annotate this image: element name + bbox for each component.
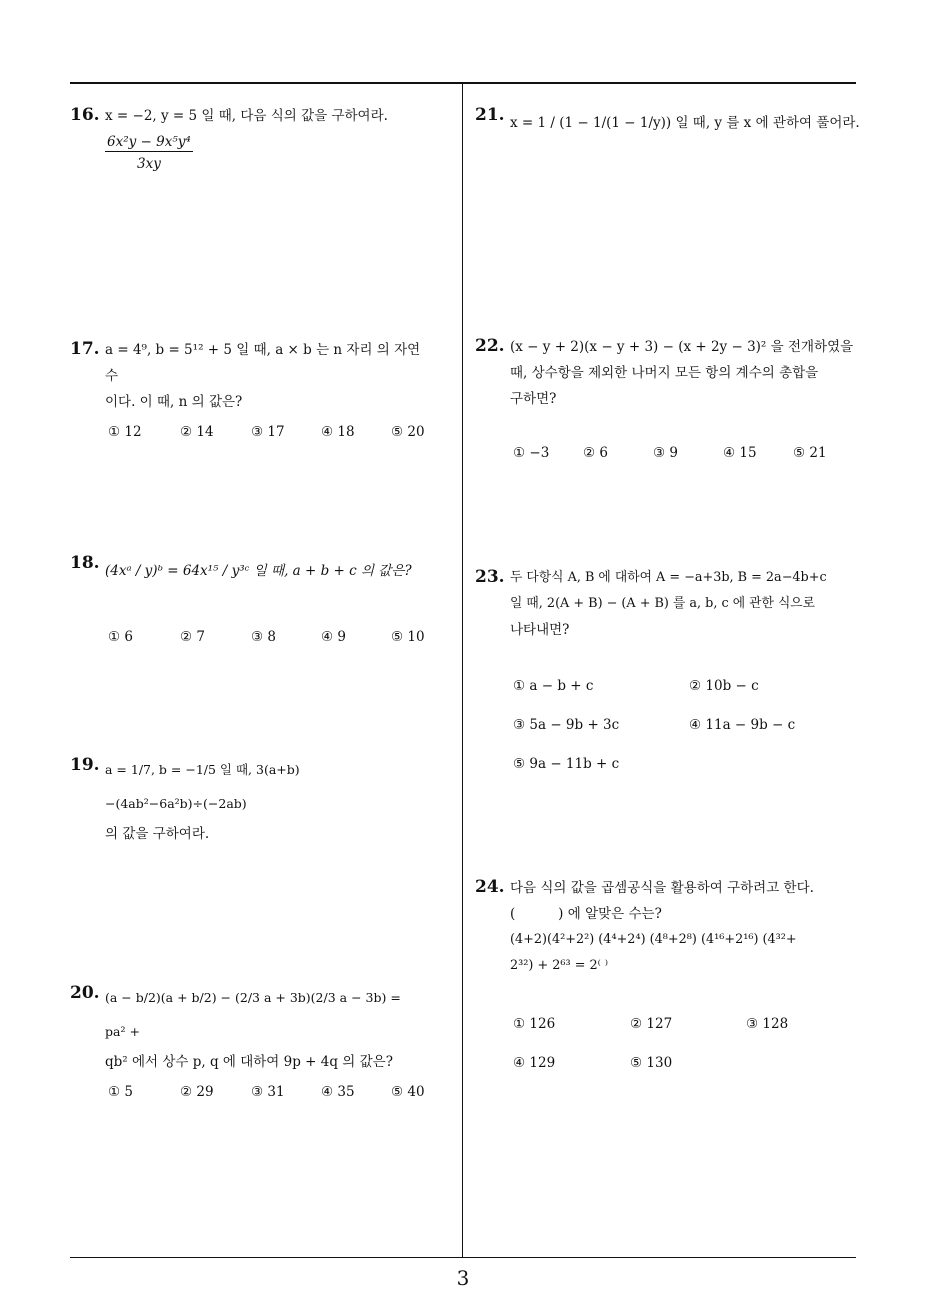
problem-text-line-2: qb² 에서 상수 p, q 에 대하여 9p + 4q 의 값은? — [105, 1054, 393, 1070]
problem-text-line-3: 구하면? — [510, 391, 557, 407]
choice-2[interactable]: ② 29 — [180, 1084, 214, 1100]
choice-3[interactable]: ③ 128 — [746, 1016, 789, 1032]
problem-24 — [475, 874, 860, 979]
problem-number: 19. — [70, 755, 100, 775]
problem-text-line-2: 일 때, 2(A + B) − (A + B) 를 a, b, c 에 관한 식으로 — [510, 596, 816, 611]
problem-18 — [70, 550, 422, 591]
choice-5[interactable]: ⑤ 10 — [391, 629, 425, 645]
problem-16 — [70, 102, 422, 173]
choice-1[interactable]: ① a − b + c — [513, 678, 594, 694]
choice-3[interactable]: ③ 17 — [251, 424, 285, 440]
top-rule — [70, 82, 856, 84]
problem-text-line-2: 의 값을 구하여라. — [105, 826, 210, 842]
problem-number: 24. — [475, 877, 505, 897]
problem-text-line-1: a = 1/7, b = −1/5 일 때, 3(a+b)−(4ab²−6a²b)÷(−2ab) — [105, 762, 300, 811]
problem-text-line-1: 두 다항식 A, B 에 대하여 A = −a+3b, B = 2a−4b+c — [510, 570, 827, 585]
problem-number: 23. — [475, 567, 505, 587]
choice-4[interactable]: ④ 9 — [321, 629, 346, 645]
choice-3[interactable]: ③ 5a − 9b + 3c — [513, 717, 620, 733]
choice-2[interactable]: ② 127 — [630, 1016, 673, 1032]
choice-4[interactable]: ④ 15 — [723, 445, 757, 461]
problem-number: 18. — [70, 553, 100, 573]
problem-21 — [475, 102, 860, 143]
problem-text-line-4: 2³²) + 2⁶³ = 2⁽ ⁾ — [510, 958, 609, 973]
choice-5[interactable]: ⑤ 9a − 11b + c — [513, 756, 620, 772]
choice-4[interactable]: ④ 129 — [513, 1055, 556, 1071]
problem-text-line-3: 나타내면? — [510, 622, 570, 638]
problem-text-line-1: 다음 식의 값을 곱셈공식을 활용하여 구하려고 한다. — [510, 880, 814, 896]
bottom-rule — [70, 1257, 856, 1258]
choice-2[interactable]: ② 7 — [180, 629, 205, 645]
choice-2[interactable]: ② 6 — [583, 445, 608, 461]
problem-number: 17. — [70, 339, 100, 359]
choice-5[interactable]: ⑤ 40 — [391, 1084, 425, 1100]
problem-23 — [475, 564, 860, 643]
choice-5[interactable]: ⑤ 21 — [793, 445, 827, 461]
fraction-denominator: 3xy — [137, 156, 161, 172]
problem-number: 20. — [70, 983, 100, 1003]
choice-5[interactable]: ⑤ 20 — [391, 424, 425, 440]
problem-text: x = 1 / (1 − 1/(1 − 1/y)) 일 때, y 를 x 에 관하여 풀어라. — [510, 115, 860, 131]
choice-1[interactable]: ① 5 — [108, 1084, 133, 1100]
choice-1[interactable]: ① 12 — [108, 424, 142, 440]
choice-4[interactable]: ④ 35 — [321, 1084, 355, 1100]
problem-17 — [70, 336, 422, 415]
problem-20 — [70, 980, 422, 1075]
choice-2[interactable]: ② 14 — [180, 424, 214, 440]
choice-1[interactable]: ① −3 — [513, 445, 550, 461]
problem-text-line-2: 이다. 이 때, n 의 값은? — [105, 394, 243, 410]
problem-number: 21. — [475, 105, 505, 125]
problem-text-line-1: (x − y + 2)(x − y + 3) − (x + 2y − 3)² 을 전개하였을 — [510, 339, 854, 355]
choice-4[interactable]: ④ 11a − 9b − c — [689, 717, 796, 733]
choice-4[interactable]: ④ 18 — [321, 424, 355, 440]
choice-2[interactable]: ② 10b − c — [689, 678, 759, 694]
column-divider — [462, 84, 463, 1258]
problem-text-line-1: a = 4⁹, b = 5¹² + 5 일 때, a × b 는 n 자리 의 자연수 — [105, 342, 421, 384]
problem-text: x = −2, y = 5 일 때, 다음 식의 값을 구하여라. — [105, 108, 388, 124]
choice-3[interactable]: ③ 9 — [653, 445, 678, 461]
problem-text-line-2: ( ) 에 알맞은 수는? — [510, 906, 662, 922]
page-number: 3 — [456, 1266, 470, 1290]
problem-text-line-1: (a − b/2)(a + b/2) − (2/3 a + 3b)(2/3 a − 3b) = pa² + — [105, 990, 401, 1039]
problem-text-line-3: (4+2)(4²+2²) (4⁴+2⁴) (4⁸+2⁸) (4¹⁶+2¹⁶) (4³²+ — [510, 932, 797, 947]
fraction-numerator: 6x²y − 9x⁵y⁴ — [107, 134, 191, 150]
problem-22 — [475, 333, 860, 412]
problem-text: (4xᵃ / y)ᵇ = 64x¹⁵ / y³ᶜ 일 때, a + b + c 의 값은? — [105, 563, 412, 579]
problem-number: 16. — [70, 105, 100, 125]
problem-number: 22. — [475, 336, 505, 356]
problem-text-line-2: 때, 상수항을 제외한 나머지 모든 항의 계수의 총합을 — [510, 365, 819, 381]
choice-1[interactable]: ① 126 — [513, 1016, 556, 1032]
choice-3[interactable]: ③ 31 — [251, 1084, 285, 1100]
choice-3[interactable]: ③ 8 — [251, 629, 276, 645]
choice-5[interactable]: ⑤ 130 — [630, 1055, 673, 1071]
choice-1[interactable]: ① 6 — [108, 629, 133, 645]
problem-19 — [70, 752, 422, 847]
